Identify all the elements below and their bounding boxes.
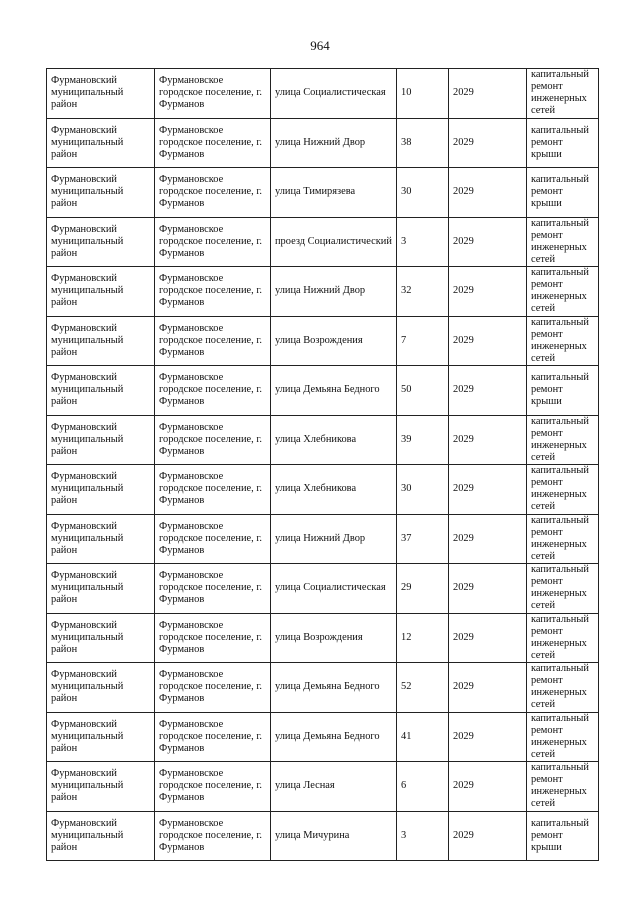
- table-row: [47, 217, 599, 267]
- work-type-cell: капитальный ремонт инженерных сетей: [527, 465, 599, 515]
- settlement-cell: Фурмановское городское поселение, г. Фурманов: [155, 118, 271, 168]
- street-cell: улица Нижний Двор: [271, 267, 397, 317]
- table-row: [47, 316, 599, 366]
- district-cell: Фурмановский муниципальный район: [47, 514, 155, 564]
- work-type-cell: капитальный ремонт инженерных сетей: [527, 415, 599, 465]
- house-number-cell: 32: [397, 267, 449, 317]
- settlement-cell: Фурмановское городское поселение, г. Фурманов: [155, 415, 271, 465]
- year-cell: 2029: [449, 465, 527, 515]
- district-cell: Фурмановский муниципальный район: [47, 366, 155, 416]
- district-cell: Фурмановский муниципальный район: [47, 811, 155, 861]
- settlement-cell: Фурмановское городское поселение, г. Фурманов: [155, 168, 271, 218]
- house-number-cell: 10: [397, 69, 449, 119]
- year-cell: 2029: [449, 613, 527, 663]
- district-cell: Фурмановский муниципальный район: [47, 217, 155, 267]
- house-number-cell: 3: [397, 217, 449, 267]
- house-number-cell: 6: [397, 762, 449, 812]
- district-cell: Фурмановский муниципальный район: [47, 663, 155, 713]
- year-cell: 2029: [449, 267, 527, 317]
- year-cell: 2029: [449, 762, 527, 812]
- district-cell: Фурмановский муниципальный район: [47, 613, 155, 663]
- work-type-cell: капитальный ремонт инженерных сетей: [527, 712, 599, 762]
- district-cell: Фурмановский муниципальный район: [47, 465, 155, 515]
- settlement-cell: Фурмановское городское поселение, г. Фурманов: [155, 514, 271, 564]
- settlement-cell: Фурмановское городское поселение, г. Фурманов: [155, 69, 271, 119]
- district-cell: Фурмановский муниципальный район: [47, 564, 155, 614]
- year-cell: 2029: [449, 514, 527, 564]
- street-cell: улица Тимирязева: [271, 168, 397, 218]
- table-row: [47, 69, 599, 119]
- year-cell: 2029: [449, 663, 527, 713]
- table-row: [47, 168, 599, 218]
- street-cell: улица Хлебникова: [271, 465, 397, 515]
- settlement-cell: Фурмановское городское поселение, г. Фурманов: [155, 564, 271, 614]
- street-cell: улица Демьяна Бедного: [271, 663, 397, 713]
- year-cell: 2029: [449, 712, 527, 762]
- year-cell: 2029: [449, 564, 527, 614]
- work-type-cell: капитальный ремонт крыши: [527, 118, 599, 168]
- work-type-cell: капитальный ремонт инженерных сетей: [527, 217, 599, 267]
- work-type-cell: капитальный ремонт инженерных сетей: [527, 514, 599, 564]
- settlement-cell: Фурмановское городское поселение, г. Фурманов: [155, 712, 271, 762]
- work-type-cell: капитальный ремонт инженерных сетей: [527, 663, 599, 713]
- work-type-cell: капитальный ремонт инженерных сетей: [527, 69, 599, 119]
- year-cell: 2029: [449, 415, 527, 465]
- repair-schedule-table: [46, 68, 599, 861]
- street-cell: улица Социалистическая: [271, 564, 397, 614]
- district-cell: Фурмановский муниципальный район: [47, 168, 155, 218]
- year-cell: 2029: [449, 217, 527, 267]
- house-number-cell: 3: [397, 811, 449, 861]
- settlement-cell: Фурмановское городское поселение, г. Фурманов: [155, 217, 271, 267]
- house-number-cell: 50: [397, 366, 449, 416]
- district-cell: Фурмановский муниципальный район: [47, 762, 155, 812]
- year-cell: 2029: [449, 69, 527, 119]
- table-row: [47, 613, 599, 663]
- street-cell: улица Лесная: [271, 762, 397, 812]
- house-number-cell: 37: [397, 514, 449, 564]
- district-cell: Фурмановский муниципальный район: [47, 316, 155, 366]
- house-number-cell: 41: [397, 712, 449, 762]
- house-number-cell: 30: [397, 465, 449, 515]
- table-row: [47, 465, 599, 515]
- table-row: [47, 366, 599, 416]
- work-type-cell: капитальный ремонт крыши: [527, 366, 599, 416]
- house-number-cell: 38: [397, 118, 449, 168]
- district-cell: Фурмановский муниципальный район: [47, 415, 155, 465]
- settlement-cell: Фурмановское городское поселение, г. Фурманов: [155, 316, 271, 366]
- street-cell: улица Возрождения: [271, 613, 397, 663]
- district-cell: Фурмановский муниципальный район: [47, 712, 155, 762]
- street-cell: улица Нижний Двор: [271, 514, 397, 564]
- year-cell: 2029: [449, 366, 527, 416]
- year-cell: 2029: [449, 316, 527, 366]
- table-row: [47, 514, 599, 564]
- work-type-cell: капитальный ремонт крыши: [527, 168, 599, 218]
- year-cell: 2029: [449, 168, 527, 218]
- street-cell: проезд Социалистический: [271, 217, 397, 267]
- work-type-cell: капитальный ремонт крыши: [527, 811, 599, 861]
- table-row: [47, 762, 599, 812]
- street-cell: улица Социалистическая: [271, 69, 397, 119]
- table-row: [47, 663, 599, 713]
- street-cell: улица Хлебникова: [271, 415, 397, 465]
- table-row: [47, 712, 599, 762]
- settlement-cell: Фурмановское городское поселение, г. Фурманов: [155, 663, 271, 713]
- settlement-cell: Фурмановское городское поселение, г. Фурманов: [155, 465, 271, 515]
- settlement-cell: Фурмановское городское поселение, г. Фурманов: [155, 811, 271, 861]
- table-row: [47, 564, 599, 614]
- house-number-cell: 52: [397, 663, 449, 713]
- street-cell: улица Мичурина: [271, 811, 397, 861]
- house-number-cell: 29: [397, 564, 449, 614]
- work-type-cell: капитальный ремонт инженерных сетей: [527, 613, 599, 663]
- table-body: [47, 69, 599, 861]
- work-type-cell: капитальный ремонт инженерных сетей: [527, 564, 599, 614]
- table-row: [47, 415, 599, 465]
- settlement-cell: Фурмановское городское поселение, г. Фурманов: [155, 613, 271, 663]
- street-cell: улица Возрождения: [271, 316, 397, 366]
- year-cell: 2029: [449, 811, 527, 861]
- street-cell: улица Нижний Двор: [271, 118, 397, 168]
- table-row: [47, 811, 599, 861]
- settlement-cell: Фурмановское городское поселение, г. Фурманов: [155, 762, 271, 812]
- page-number: 964: [310, 38, 330, 53]
- house-number-cell: 39: [397, 415, 449, 465]
- table-row: [47, 267, 599, 317]
- work-type-cell: капитальный ремонт инженерных сетей: [527, 316, 599, 366]
- settlement-cell: Фурмановское городское поселение, г. Фурманов: [155, 267, 271, 317]
- street-cell: улица Демьяна Бедного: [271, 366, 397, 416]
- district-cell: Фурмановский муниципальный район: [47, 267, 155, 317]
- house-number-cell: 7: [397, 316, 449, 366]
- house-number-cell: 12: [397, 613, 449, 663]
- street-cell: улица Демьяна Бедного: [271, 712, 397, 762]
- table-row: [47, 118, 599, 168]
- district-cell: Фурмановский муниципальный район: [47, 69, 155, 119]
- work-type-cell: капитальный ремонт инженерных сетей: [527, 762, 599, 812]
- work-type-cell: капитальный ремонт инженерных сетей: [527, 267, 599, 317]
- settlement-cell: Фурмановское городское поселение, г. Фурманов: [155, 366, 271, 416]
- district-cell: Фурмановский муниципальный район: [47, 118, 155, 168]
- house-number-cell: 30: [397, 168, 449, 218]
- year-cell: 2029: [449, 118, 527, 168]
